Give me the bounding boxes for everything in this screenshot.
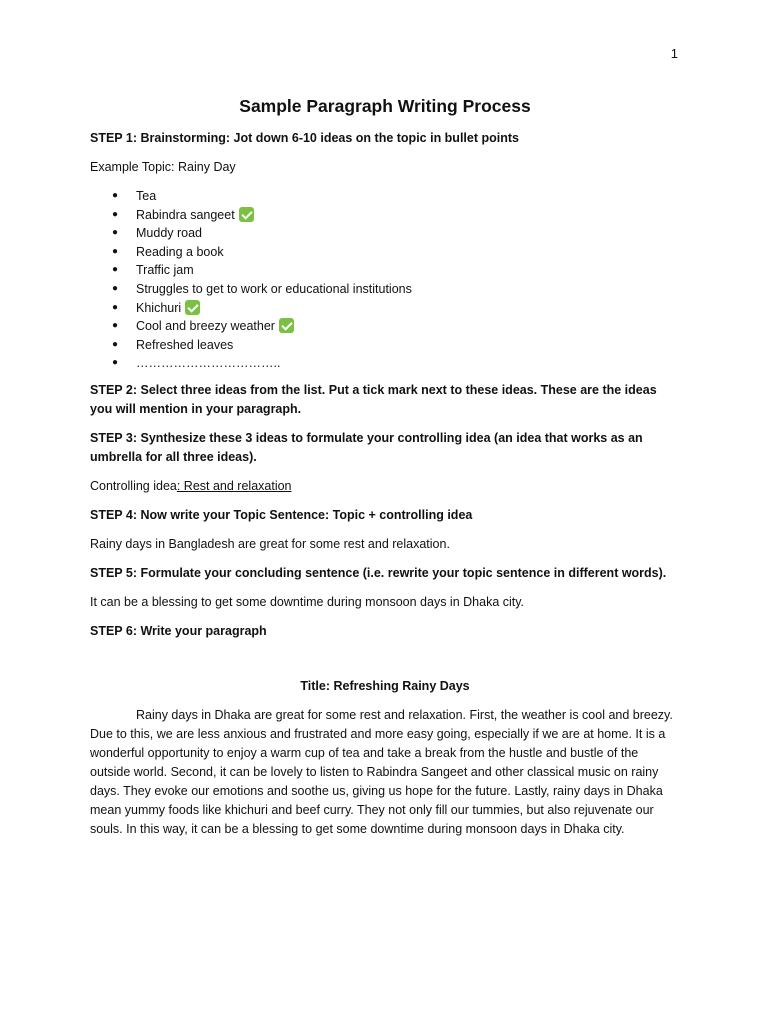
idea-list-item <box>90 206 680 225</box>
step-2-heading: STEP 2: Select three ideas from the list. Put a tick mark next to these ideas. These are the ideas you will mention in your paragraph. <box>90 382 657 416</box>
bullet-icon: ● <box>112 357 119 369</box>
idea-text: Tea <box>136 189 157 203</box>
bullet-icon: ● <box>112 190 119 201</box>
idea-text: Struggles to get to work or educational institutions <box>136 281 412 296</box>
controlling-idea-label: Controlling idea <box>90 478 177 493</box>
controlling-idea-value: : Rest and relaxation <box>176 478 292 493</box>
page-number: 1 <box>670 46 678 61</box>
idea-text: Rabindra sangeet <box>136 207 235 222</box>
idea-text: Khichuri <box>136 300 182 315</box>
controlling-idea <box>90 477 680 496</box>
idea-text: Muddy road <box>136 226 203 241</box>
check-mark-icon <box>185 300 200 315</box>
bullet-icon: ● <box>112 245 119 257</box>
concluding-sentence: It can be a blessing to get some downtime during monsoon days in Dhaka city. <box>90 594 525 609</box>
bullet-icon: ● <box>112 320 119 332</box>
paragraph-body: Rainy days in Dhaka are great for some rest and relaxation. First, the weather is cool and breezy. Due to this, we are less anxious and frustrated and more easy going, especially if we are at home. It is a wonderful opportunity to enjoy a warm cup of tea and take a break from the hustle and bustle of the outside world. Second, it can be lovely to listen to Rabindra Sangeet and other classical music on rainy days. They evoke our emotions and soothe us, giving us hope for the future. Lastly, rainy days in Dhaka mean yummy foods like khichuri and beef curry. They not only fill our tummies, but also rejuvenate our souls. In this way, it can be a blessing to get some downtime during monsoon days in Dhaka city. <box>90 707 673 836</box>
step-4-heading: STEP 4: Now write your Topic Sentence: Topic + controlling idea <box>90 507 473 522</box>
idea-list-item <box>90 243 680 262</box>
bullet-icon: ● <box>112 264 119 276</box>
step-3-heading: STEP 3: Synthesize these 3 ideas to formulate your controlling idea (an idea that works as an umbrella for all three ideas). <box>90 430 643 464</box>
idea-text: Traffic jam <box>136 263 194 278</box>
idea-list-item <box>90 280 680 299</box>
step-6-heading: STEP 6: Write your paragraph <box>90 623 267 638</box>
section-spacer <box>90 651 680 677</box>
step-1-heading: STEP 1: Brainstorming: Jot down 6-10 ideas on the topic in bullet points <box>90 131 519 145</box>
bullet-icon: ● <box>112 208 119 220</box>
check-mark-icon <box>239 207 254 222</box>
document-title: Sample Paragraph Writing Process <box>239 96 531 116</box>
idea-list-item <box>90 224 680 243</box>
ideas-bullet-list <box>90 187 680 373</box>
idea-list-item <box>90 299 680 318</box>
idea-text: …………………………….. <box>136 356 281 371</box>
document-body <box>90 93 680 839</box>
bullet-icon: ● <box>112 338 119 350</box>
example-topic: Example Topic: Rainy Day <box>90 160 236 174</box>
topic-sentence: Rainy days in Bangladesh are great for some rest and relaxation. <box>90 536 450 551</box>
idea-list-item <box>90 187 680 206</box>
idea-list-item <box>90 317 680 336</box>
idea-text: Refreshed leaves <box>136 337 234 352</box>
check-mark-icon <box>279 318 294 333</box>
idea-text: Reading a book <box>136 244 224 259</box>
bullet-icon: ● <box>112 301 119 313</box>
bullet-icon: ● <box>112 282 119 294</box>
idea-list-item <box>90 336 680 355</box>
paragraph-title: Title: Refreshing Rainy Days <box>300 678 470 693</box>
idea-list-item <box>90 261 680 280</box>
idea-list-item <box>90 354 680 373</box>
step-5-heading: STEP 5: Formulate your concluding sentence (i.e. rewrite your topic sentence in different words). <box>90 565 667 580</box>
idea-text: Cool and breezy weather <box>136 319 275 334</box>
bullet-icon: ● <box>112 227 119 239</box>
